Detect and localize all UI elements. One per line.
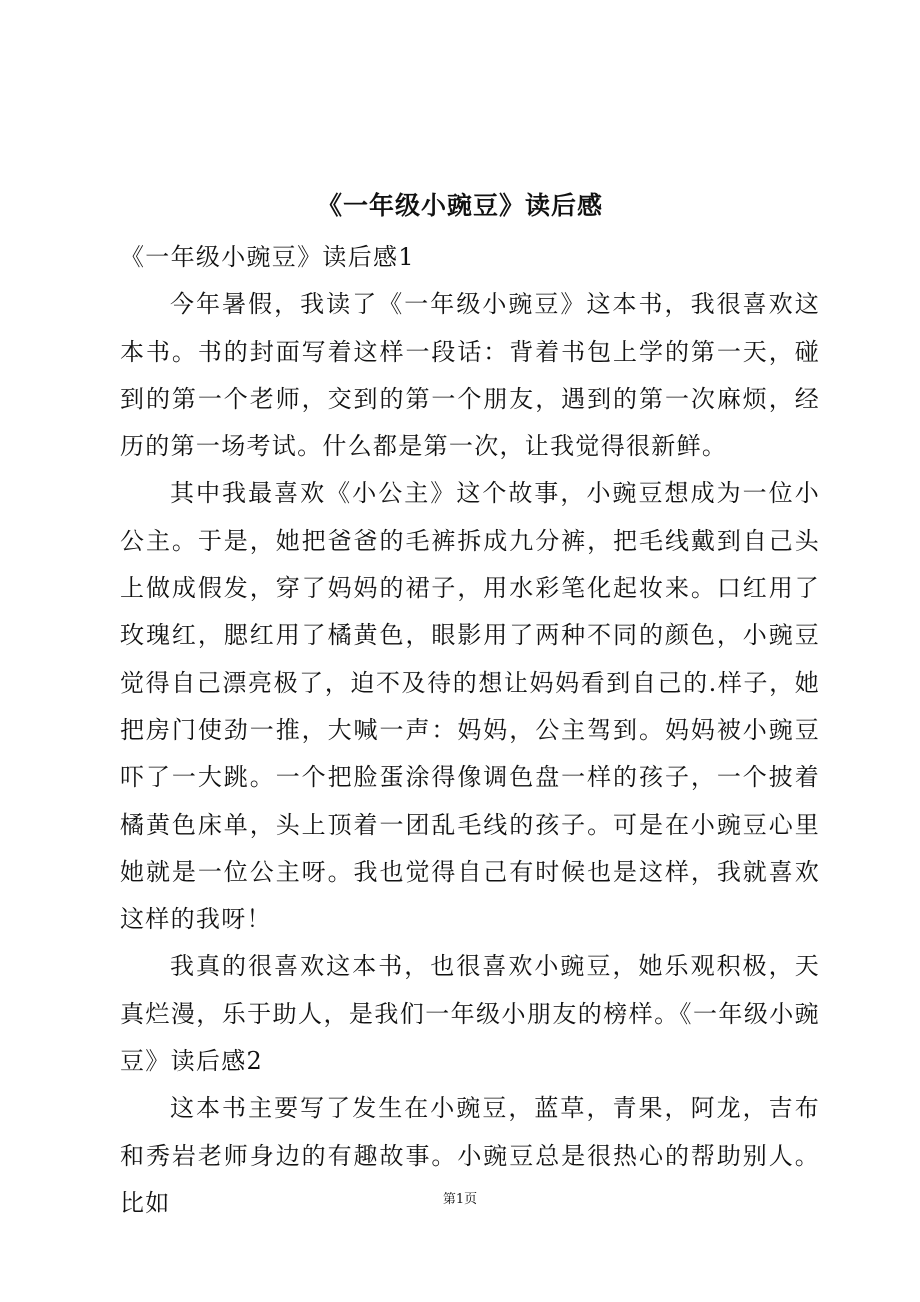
paragraph-1: 今年暑假，我读了《一年级小豌豆》这本书，我很喜欢这本书。书的封面写着这样一段话：背着书包上学的第一天，碰到的第一个老师，交到的第一个朋友，遇到的第一次麻烦，经历的第一场考试。什么都是第一次，让我觉得很新鲜。 xyxy=(120,290,820,461)
document-title: 《一年级小豌豆》读后感 xyxy=(316,191,603,220)
paragraph-3 xyxy=(120,943,820,1085)
paragraph-3-text: 我真的很喜欢这本书，也很喜欢小豌豆，她乐观积极，天真烂漫，乐于助人，是我们一年级小朋友的榜样。 xyxy=(120,952,820,1028)
section-heading-1: 《一年级小豌豆》读后感1 xyxy=(120,243,415,271)
paragraph-4: 这本书主要写了发生在小豌豆，蓝草，青果，阿龙，吉布和秀岩老师身边的有趣故事。小豌豆总是很热心的帮助别人。比如 xyxy=(120,1094,820,1217)
paragraph-2: 其中我最喜欢《小公主》这个故事，小豌豆想成为一位小公主。于是，她把爸爸的毛裤拆成九分裤，把毛线戴到自己头上做成假发，穿了妈妈的裙子，用水彩笔化起妆来。口红用了玫瑰红，腮红用了橘黄色，眼影用了两种不同的颜色，小豌豆觉得自己漂亮极了，迫不及待的想让妈妈看到自己的.样子，她把房门使劲一推，大喊一声：妈妈，公主驾到。妈妈被小豌豆吓了一大跳。一个把脸蛋涂得像调色盘一样的孩子，一个披着橘黄色床单，头上顶着一团乱毛线的孩子。可是在小豌豆心里她就是一位公主呀。我也觉得自己有时候也是这样，我就喜欢这样的我呀！ xyxy=(120,479,820,934)
page-number: 第1页 xyxy=(442,1192,478,1207)
section-heading-2: 《一年级小豌豆》读后感2 xyxy=(120,999,820,1076)
document-body xyxy=(120,234,820,1227)
